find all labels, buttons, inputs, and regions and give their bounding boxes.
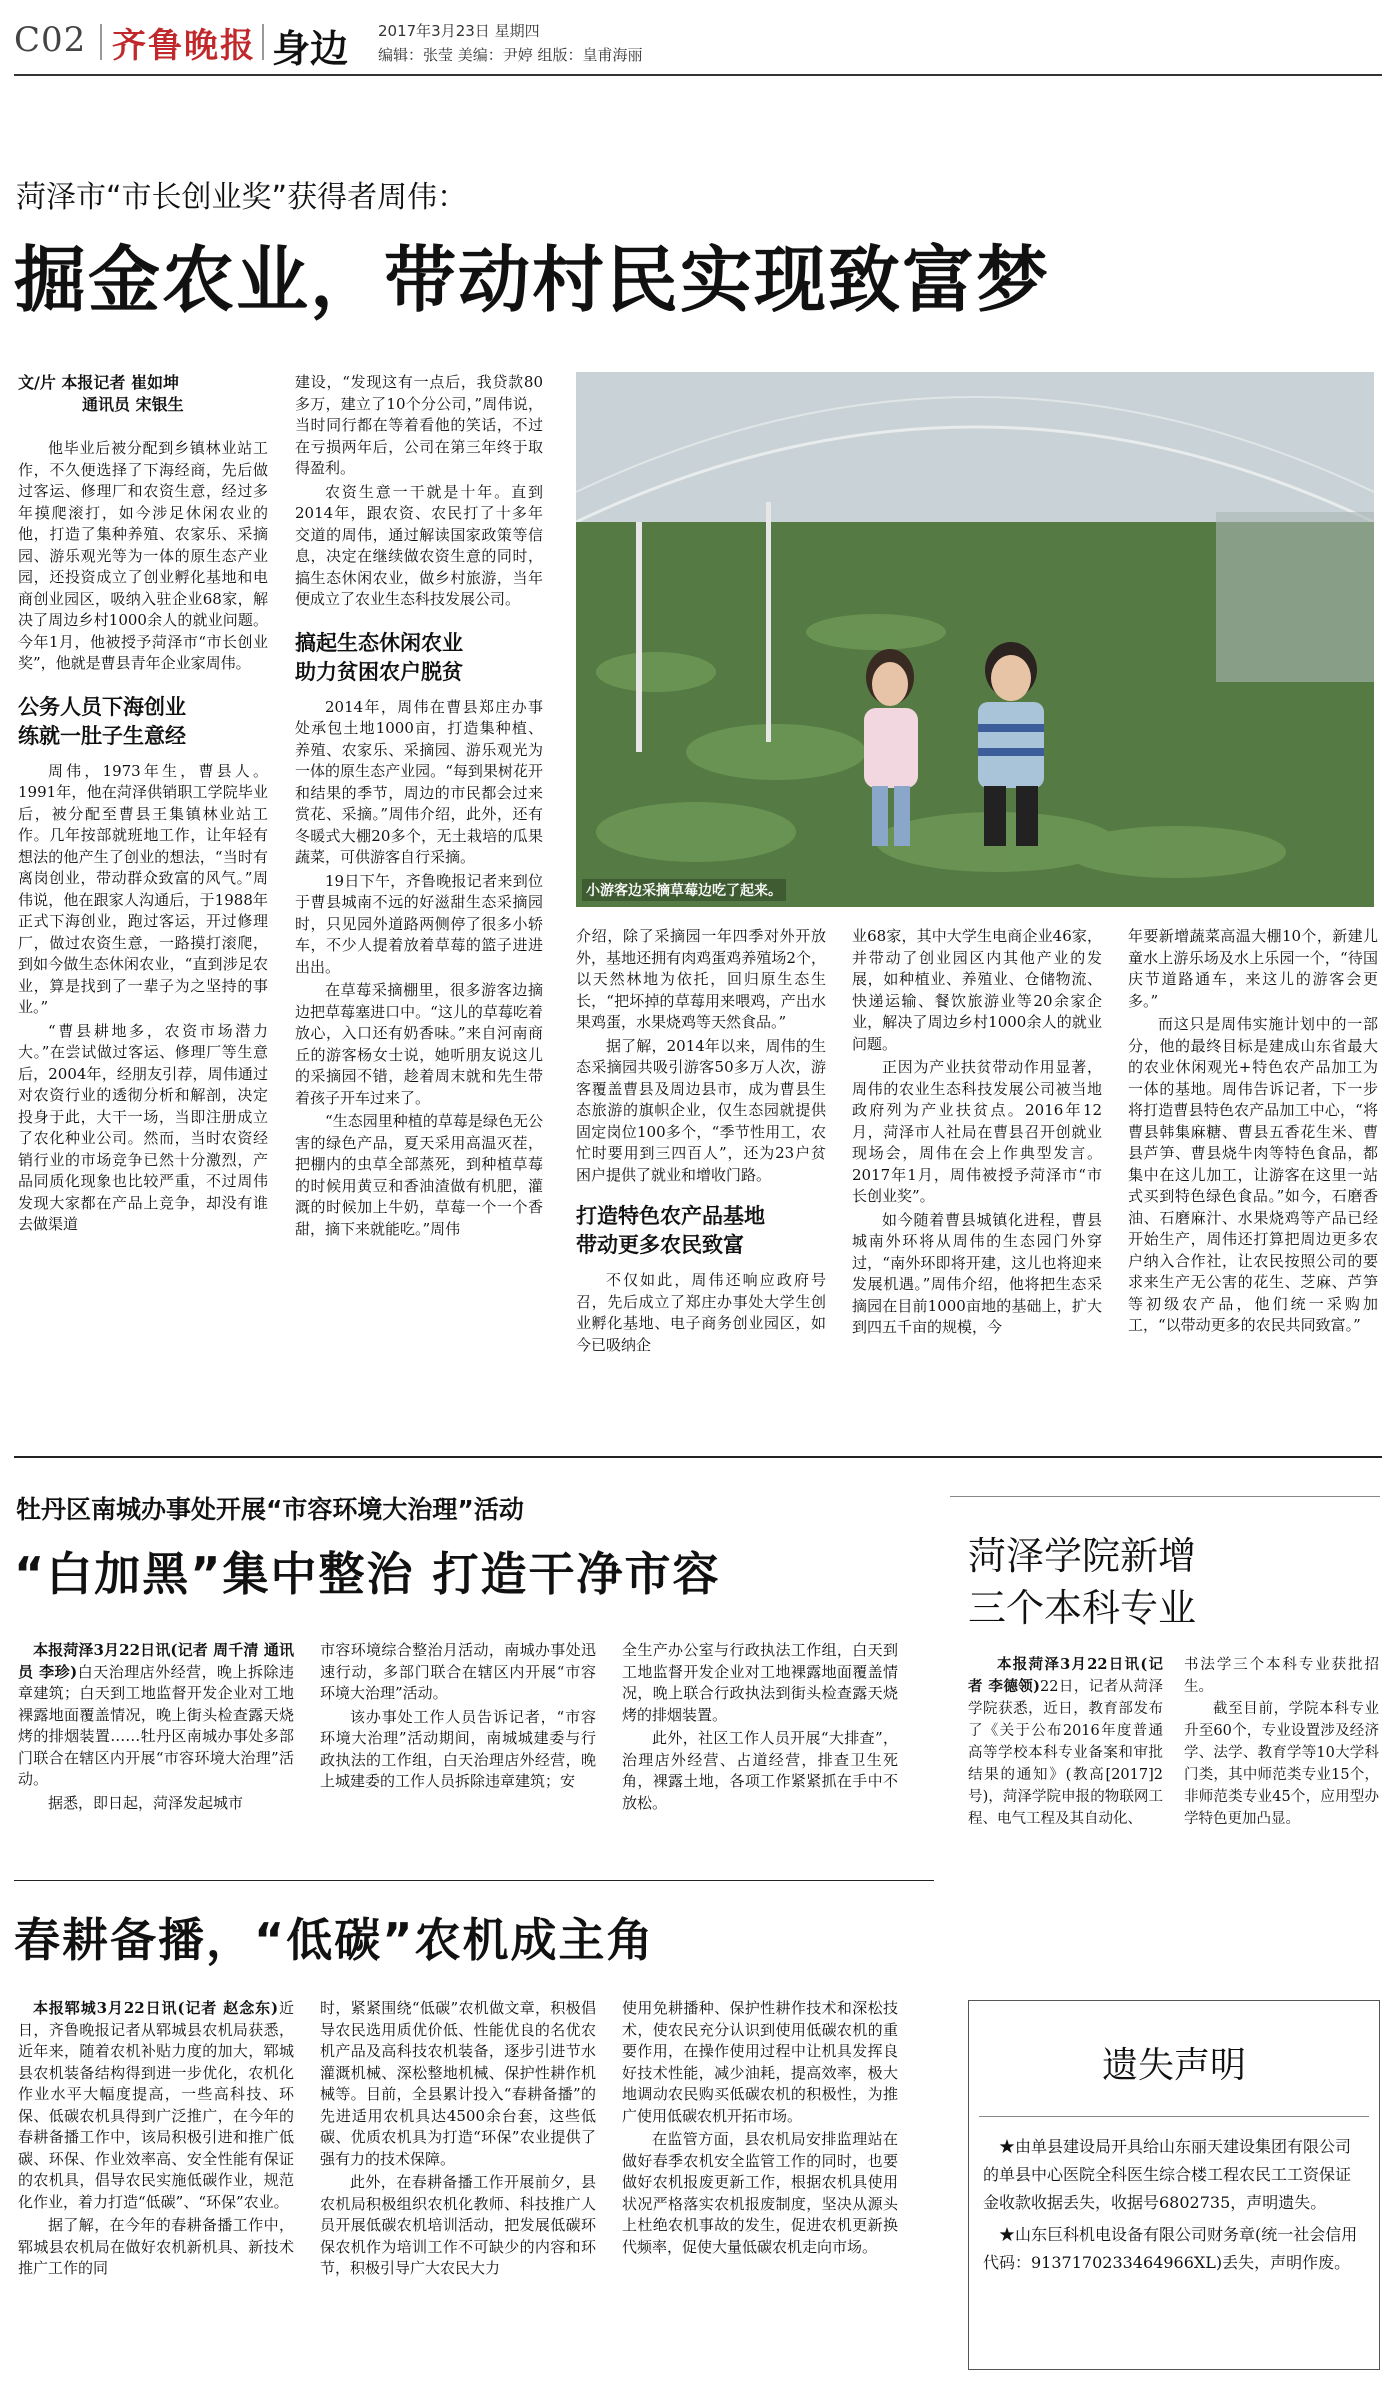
story3-column-2 — [1184, 1654, 1379, 1830]
paragraph: 此外，在春耕备播工作开展前夕，县农机局积极组织农机化教师、科技推广人员开展低碳农机培训活动，把发展低碳环保农机作为培训工作不可缺少的内容和环节，积极引导广大农民大力 — [320, 2173, 596, 2277]
paragraph: “生态园里种植的草莓是绿色无公害的绿色产品，夏天采用高温灭茬，把棚内的虫草全部蒸死，到种植草莓的时候用黄豆和香油渣做有机肥，灌溉的时候加上牛奶，草莓一个一个香甜，摘下来就能吃。”周伟 — [295, 1112, 543, 1238]
paragraph: 全生产办公室与行政执法工作组，白天到工地监督开发企业对工地裸露地面覆盖情况，晚上联合行政执法到街头检查露天烧烤的排烟装置。 — [622, 1641, 898, 1724]
paragraph: “曹县耕地多，农资市场潜力大。”在尝试做过客运、修理厂等生意后，2004年，经朋友引荐，周伟通过对农资行业的透彻分析和解剖，决定投身于此，大干一场，当即注册成立了农化种业公司。然而，当时农资经销行业的市场竞争已然十分激烈，产品同质化现象也比较严重，不过周伟发现大家都在产品上竞争，却没有谁去做渠道 — [18, 1021, 268, 1233]
header-divider — [100, 24, 102, 60]
story1-subhead-1: 公务人员下海创业 练就一肚子生意经 — [18, 694, 186, 748]
byline-line-2: 通讯员 宋银生 — [82, 395, 184, 414]
notice-item: ★山东巨科机电设备有限公司财务章(统一社会信用代码：91371702334649​66XL)丢失，声明作废。 — [983, 2225, 1358, 2272]
story4-column-3 — [622, 1998, 898, 2260]
lost-notice-box — [968, 2000, 1380, 2370]
section-rule-2 — [14, 1880, 934, 1881]
story3-lead: 本报菏泽3月22日讯(记者 李德领) — [968, 1656, 1163, 1695]
paragraph: 据悉，即日起，菏泽发起城市 — [48, 1793, 244, 1812]
paragraph: 建设，“发现这有一点后，我贷款80多万，建立了10个分公司，”周伟说，当时同行都在等着看他的笑话，不过在亏损两年后，公司在第三年终于取得盈利。 — [295, 373, 543, 477]
story4-headline: 春耕备播，“低碳”农机成主角 — [14, 1913, 655, 1967]
notice-item: ★由单县建设局开具给山东丽天建设集团有限公司的单县中心医院全科医生综合楼工程农民工工资保证金收款收据丢失，收据号6802735，声明遗失。 — [983, 2137, 1352, 2212]
header-divider-2 — [262, 24, 264, 60]
photo-caption: 小游客边采摘草莓边吃了起来。 — [582, 879, 786, 901]
notice-divider — [979, 2116, 1369, 2117]
section-rule — [14, 1456, 1382, 1458]
story2-headline: “白加黑”集中整治 打造干净市容 — [14, 1547, 721, 1601]
story4-column-2 — [320, 1998, 596, 2282]
paragraph: 22日，记者从菏泽学院获悉，近日，教育部发布了《关于公布2016年度普通高等学校本科专业备案和审批结果的通知》(教高[2017]2号)，菏泽学院申报的物联网工程、电气工程及其自动化、 — [968, 1679, 1163, 1827]
byline-line-1: 文/片 本报记者 崔如坤 — [18, 373, 179, 392]
story2-lead: 本报菏泽3月22日讯(记者 周千清 通讯员 李珍) — [18, 1641, 294, 1681]
paragraph: 业68家，其中大学生电商企业46家，并带动了创业园区内其他产业的发展，如种植业、养殖业、仓储物流、快递运输、餐饮旅游业等20余家企业，解决了周边乡村1000余人的就业问题。 — [852, 927, 1102, 1053]
paragraph: 书法学三个本科专业获批招生。 — [1184, 1657, 1379, 1695]
story1-column-5 — [1128, 926, 1378, 1339]
story4-lead: 本报郓城3月22日讯(记者 赵念东) — [33, 1999, 279, 2017]
story1-subhead-2: 搞起生态休闲农业 助力贫困农户脱贫 — [295, 630, 463, 684]
paragraph: 时，紧紧围绕“低碳”农机做文章，积极倡导农民选用质优价低、性能优良的名优农机产品及高科技农机装备，逐步引进节水灌溉机械、深松整地机械、保护性耕作机械等。目前，全县累计投入“春耕备播”的先进适用农机具达4500余台套，这些低碳、优质农机具为打造“环保”农业提供了强有力的技术保障。 — [320, 1999, 596, 2168]
paragraph: 2014年，周伟在曹县郑庄办事处承包土地1000亩，打造集种植、养殖、农家乐、采摘园、游乐观光为一体的原生态产业园。“每到果树花开和结果的季节，周边的市民都会过来赏花、采摘。”周伟介绍，此外，还有冬暖式大棚20多个，无土栽培的瓜果蔬菜，可供游客自行采摘。 — [295, 697, 543, 866]
paragraph: 他毕业后被分配到乡镇林业站工作，不久便选择了下海经商，先后做过客运、修理厂和农资生意，经过多年摸爬滚打，如今涉足休闲农业的他，打造了集种养殖、农家乐、采摘园、游乐观光等为一体的原生态产业园，还投资成立了创业孵化基地和电商创业园区，吸纳入驻企业68家，解决了周边乡村1000余人的就业问题。今年1月，他被授予菏泽市“市长创业奖”，他就是曹县青年企业家周伟。 — [18, 439, 268, 672]
paragraph: 该办事处工作人员告诉记者，“市容环境大治理”活动期间，南城城建委与行政执法的工作组，白天治理店外经营，晚上城建委的工作人员拆除违章建筑；安 — [320, 1707, 596, 1790]
paragraph: 而这只是周伟实施计划中的一部分，他的最终目标是建成山东省最大的农业休闲观光+特色农产品加工为一体的基地。周伟告诉记者，下一步将打造曹县特色农产品加工中心，“将曹县韩集麻糖、曹县五香花生米、曹县芦笋、曹县烧牛肉等特色食品，都集中在这儿加工，让游客在这里一站式买到特色绿色食品。”如今，石磨香油、石磨麻汁、水果烧鸡等产品已经开始生产，周伟还打算把周边更多农户纳入合作社，让农民按照公司的要求来生产无公害的花生、芝麻、芦笋等初级农产品，他们统一采购加工，“以带动更多的农民共同致富。” — [1128, 1015, 1378, 1334]
story1-kicker: 菏泽市“市长创业奖”获得者周伟： — [16, 180, 468, 215]
notice-title: 遗失声明 — [1101, 2045, 1246, 2086]
story4-column-1 — [18, 1998, 294, 2282]
story1-subhead-3: 打造特色农产品基地 带动更多农民致富 — [576, 1204, 765, 1257]
paragraph: 如今随着曹县城镇化进程，曹县城南外环将从周伟的生态园门外穿过，“南外环即将开建，这儿也将迎来发展机遇。”周伟介绍，他将把生态采摘园在目前1000亩地的基础上，扩大到四五千亩的规模，今 — [852, 1210, 1102, 1336]
story2-column-3 — [622, 1640, 898, 1816]
story1-column-4 — [852, 926, 1102, 1341]
paragraph: 在监管方面，县农机局安排监理站在做好春季农机安全监管工作的同时，也要做好农机报废更新工作，根据农机具使用状况严格落实农机报废制度，坚决从源头上杜绝农机事故的发生，促进农机更新换代频率，促使大量低碳农机走向市场。 — [622, 2130, 898, 2256]
paragraph: 近日，齐鲁晚报记者从郓城县农机局获悉，近年来，随着农机补贴力度的加大，郓城县农机装备结构得到进一步优化，农机化作业水平大幅度提高，一些高科技、环保、低碳农机具得到广泛推广，在今年的春耕备播工作中，该局积极引进和推广低碳、环保、作业效率高、安全性能有保证的农机具，倡导农民实施低碳作业，规范化作业，着力打造“低碳”、“环保”农业。 — [18, 1999, 294, 2211]
story1-column-1 — [18, 438, 268, 1238]
greenhouse-photo-illustration — [576, 372, 1374, 907]
story1-column-3 — [576, 926, 826, 1358]
page-code: C02 — [14, 20, 87, 60]
paragraph: 据了解，2014年以来，周伟的生态采摘园共吸引游客50多万人次，游客覆盖曹县及周边县市，成为曹县生态旅游的旗帜企业，仅生态园就提供固定岗位100多个，“季节性用工，农忙时要用到三四百人”，还为23户贫困户提供了就业和增收门路。 — [576, 1036, 826, 1184]
paragraph: 农资生意一干就是十年。直到2014年，跟农资、农民打了十多年交道的周伟，通过解读国家政策等信息，决定在继续做农资生意的同时，搞生态休闲农业，做乡村旅游，当年便成立了农业生态科技发展公司。 — [295, 482, 543, 608]
story3-top-rule — [950, 1496, 1380, 1497]
paragraph: 正因为产业扶贫带动作用显著，周伟的农业生态科技发展公司被当地政府列为产业扶贫点。2016年12月，菏泽市人社局在曹县召开创就业现场会，周伟在会上作典型发言。2017年1月，周伟被授予菏泽市“市长创业奖”。 — [852, 1058, 1102, 1205]
story2-column-1 — [18, 1640, 294, 1816]
paragraph: 年要新增蔬菜高温大棚10个，新建儿童水上游乐场及水上乐园一个，“待国庆节道路通车，来这儿的游客会更多。” — [1128, 927, 1378, 1010]
story3-column-1 — [968, 1654, 1163, 1830]
story1-byline — [18, 372, 268, 416]
paragraph: 不仅如此，周伟还响应政府号召，先后成立了郑庄办事处大学生创业孵化基地、电子商务创业园区，如今已吸纳企 — [576, 1271, 826, 1354]
story2-kicker: 牡丹区南城办事处开展“市容环境大治理”活动 — [16, 1495, 524, 1524]
story1-photo — [576, 372, 1374, 907]
section-name: 身边 — [272, 27, 349, 71]
paragraph: 市容环境综合整治月活动，南城办事处迅速行动，多部门联合在辖区内开展“市容环境大治理”活动。 — [320, 1641, 596, 1702]
story2-column-2 — [320, 1640, 596, 1795]
paragraph: 介绍，除了采摘园一年四季对外开放外，基地还拥有肉鸡蛋鸡养殖场2个，以天然林地为依托，回归原生态生长，“把坏掉的草莓用来喂鸡，产出水果鸡蛋，水果烧鸡等天然食品。” — [576, 927, 826, 1031]
paragraph: 使用免耕播种、保护性耕作技术和深松技术，使农民充分认识到使用低碳农机的重要作用，在操作使用过程中让机具发挥良好技术性能，减少油耗，提高效率，极大地调动农民购买低碳农机的积极性，为推广使用低碳农机开拓市场。 — [622, 1999, 898, 2125]
story3-headline: 菏泽学院新增 三个本科专业 — [968, 1534, 1197, 1630]
story1-column-2 — [295, 372, 543, 1242]
paragraph: 截至目前，学院本科专业升至60个，专业设置涉及经济学、法学、教育学等10大学科门类，其中师范类专业15个，非师范类专业45个，应用型办学特色更加凸显。 — [1184, 1701, 1379, 1827]
staff-credits: 编辑：张莹 美编：尹婷 组版：皇甫海丽 — [378, 46, 643, 64]
paragraph: 据了解，在今年的春耕备播工作中，郓城县农机局在做好农机新机具、新技术推广工作的同 — [18, 2216, 294, 2277]
paragraph: 此外，社区工作人员开展“大排查”，治理店外经营、占道经营，排查卫生死角，裸露土地，各项工作紧紧抓在手中不放松。 — [622, 1729, 898, 1812]
paragraph: 19日下午，齐鲁晚报记者来到位于曹县城南不远的好滋甜生态采摘园时，只见园外道路两侧停了很多小轿车，不少人提着放着草莓的篮子进进出出。 — [295, 871, 543, 976]
story1-headline: 掘金农业，带动村民实现致富梦 — [14, 238, 1051, 322]
paragraph: 白天治理店外经营，晚上拆除违章建筑；白天到工地监督开发企业对工地裸露地面覆盖情况，晚上街头检查露天烧烤的排烟装置……牡丹区南城办事处多部门联合在辖区内开展“市容环境大治理”活动。 — [18, 1662, 294, 1788]
issue-date: 2017年3月23日 星期四 — [378, 22, 540, 40]
header-rule — [14, 74, 1382, 76]
newspaper-logo: 齐鲁晚报 — [112, 26, 256, 66]
paragraph: 周伟，1973年生，曹县人。1991年，他在菏泽供销职工学院毕业后，被分配至曹县王集镇林业站工作。几年按部就班地工作，让年轻有想法的他产生了创业的想法，“当时有离岗创业，带动群众致富的风气。”周伟说，他在跟家人沟通后，于1988年正式下海创业，跑过客运，开过修理厂，做过农资生意，一路摸打滚爬，到如今做生态休闲农业，“直到涉足农业，算是找到了一辈子为之坚持的事业。” — [18, 761, 268, 1016]
paragraph: 在草莓采摘棚里，很多游客边摘边把草莓塞进口中。“这儿的草莓吃着放心，入口还有奶香味。”来自河南商丘的游客杨女士说，她听朋友说这儿的采摘园不错，趁着周末就和先生带着孩子开车过来了。 — [295, 981, 543, 1107]
